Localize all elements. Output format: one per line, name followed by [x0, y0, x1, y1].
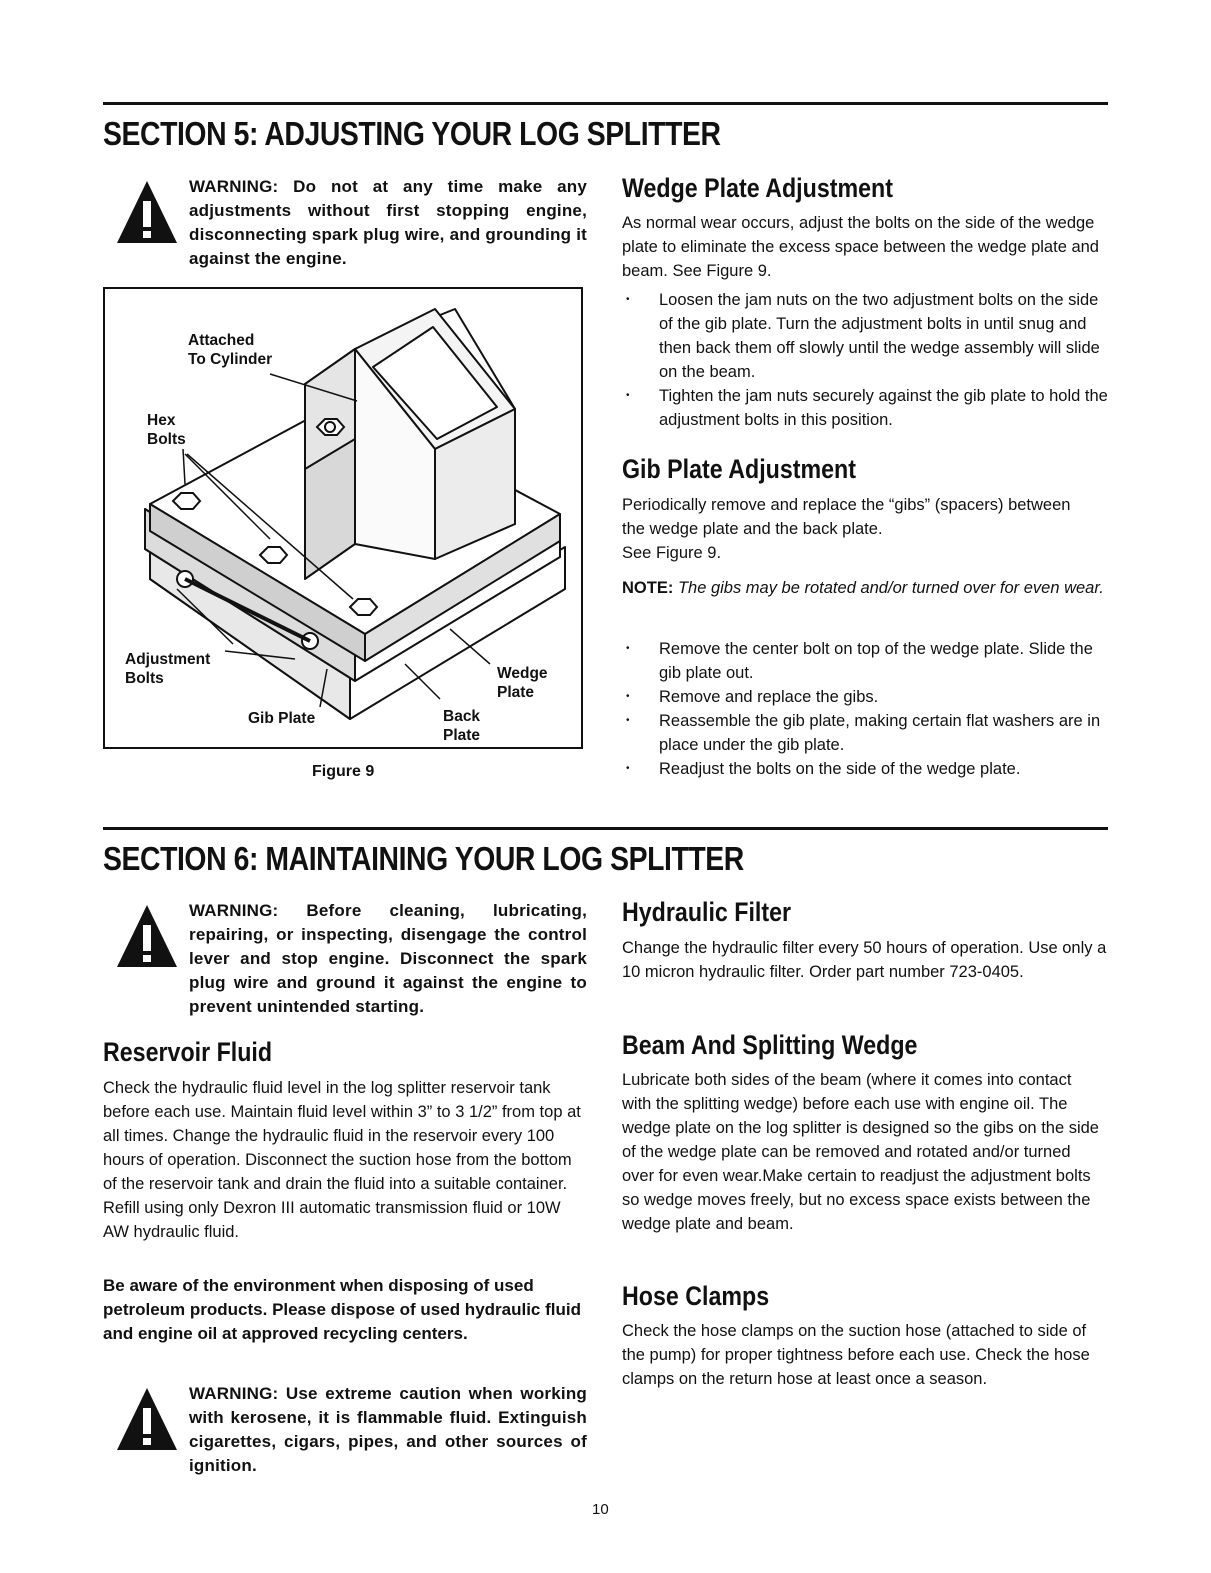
environment-notice: Be aware of the environment when disposing of used petroleum products. Please dispose of used hydraulic fluid and engine oil at approved recycling centers. [103, 1276, 581, 1343]
section6-warning-2 [115, 1382, 587, 1482]
figure-9-caption: Figure 9 [312, 763, 375, 780]
gib-plate-note [622, 576, 1112, 600]
wedge-plate-heading: Wedge Plate Adjustment [622, 173, 893, 203]
section5-rule [103, 102, 1108, 105]
label-gib-plate: Gib Plate [248, 710, 316, 727]
list-item: • Reassemble the gib plate, making certain flat washers are in place under the gib plate. [622, 709, 1110, 757]
list-item: • Tighten the jam nuts securely against the gib plate to hold the adjustment bolts in this position. [622, 384, 1110, 432]
label-hex-bolts: Hex Bolts [147, 412, 186, 448]
label-attached-to-cylinder: Attached To Cylinder [188, 332, 273, 368]
list-item: • Remove and replace the gibs. [622, 685, 1110, 709]
figure-9-frame [103, 287, 583, 749]
list-item: • Remove the center bolt on top of the wedge plate. Slide the gib plate out. [622, 637, 1110, 685]
warning-triangle-icon [115, 903, 179, 969]
warning-triangle-icon [115, 1386, 179, 1452]
wedge-plate-intro: As normal wear occurs, adjust the bolts on the side of the wedge plate to eliminate the excess space between the wedge plate and beam. See Figure 9. [622, 214, 1099, 280]
hydraulic-filter-heading: Hydraulic Filter [622, 897, 792, 927]
gib-plate-intro: Periodically remove and replace the “gibs” (spacers) between the wedge plate and the back plate. [622, 496, 1071, 538]
reservoir-fluid-heading: Reservoir Fluid [103, 1037, 273, 1067]
label-back-plate: Back Plate [443, 708, 481, 744]
section6-warning-1 [115, 899, 587, 1024]
note-label: NOTE: [622, 579, 674, 597]
note-text: The gibs may be rotated and/or turned over for even wear. [677, 579, 1104, 597]
hose-clamps-heading: Hose Clamps [622, 1281, 770, 1311]
hydraulic-filter-body: Change the hydraulic filter every 50 hours of operation. Use only a 10 micron hydraulic filter. Order part number 723-0405. [622, 939, 1107, 981]
gib-plate-heading: Gib Plate Adjustment [622, 454, 856, 484]
warning-triangle-icon [115, 179, 179, 245]
list-item: • Readjust the bolts on the side of the wedge plate. [622, 757, 1110, 781]
label-adjustment-bolts: Adjustment Bolts [125, 651, 211, 687]
section5-warning-text: WARNING: Do not at any time make any adjustments without first stopping engine, disconnecting spark plug wire, and grounding it against the engine. [189, 177, 587, 268]
beam-wedge-body: Lubricate both sides of the beam (where it comes into contact with the splitting wedge) before each use with engine oil. The wedge plate on the log splitter is designed so the gibs on the side of the wedge plate can be removed and rotated and/or turned over for even wear.Make certain to readjust the adjustment bolts so wedge moves freely, but no excess space exists between the wedge plate and beam. [622, 1071, 1099, 1233]
reservoir-fluid-body: Check the hydraulic fluid level in the log splitter reservoir tank before each use. Maintain fluid level within 3” to 3 1/2” from top at all times. Change the hydraulic fluid in the reservoir every 100 hours of operation. Disconnect the suction hose from the bottom of the reservoir tank and drain the fluid into a suitable container. Refill using only Dexron III automatic transmission fluid or 10W AW hydraulic fluid. [103, 1079, 581, 1241]
section6-warning-1-text: WARNING: Before cleaning, lubricating, repairing, or inspecting, disengage the control lever and stop engine. Disconnect the spark plug wire and ground it against the engine to prevent unintended starting. [189, 901, 587, 1016]
beam-wedge-heading: Beam And Splitting Wedge [622, 1030, 918, 1060]
list-item: • Loosen the jam nuts on the two adjustment bolts on the side of the gib plate. Turn the adjustment bolts in until snug and then back them off slowly until the wedge assembly will slide on the beam. [622, 288, 1110, 384]
section5-title: SECTION 5: ADJUSTING YOUR LOG SPLITTER [103, 115, 721, 152]
section6-title: SECTION 6: MAINTAINING YOUR LOG SPLITTER [103, 840, 744, 877]
section6-rule [103, 827, 1108, 830]
section5-warning [115, 175, 587, 275]
gib-plate-see-figure: See Figure 9. [622, 544, 722, 562]
gib-plate-steps [622, 637, 1110, 781]
label-wedge-plate: Wedge Plate [497, 665, 548, 701]
hose-clamps-body: Check the hose clamps on the suction hose (attached to side of the pump) for proper tightness before each use. Check the hose clamps on the return hose at least once a season. [622, 1322, 1090, 1388]
wedge-plate-steps [622, 288, 1110, 432]
page-number: 10 [592, 1501, 609, 1518]
section6-warning-2-text: WARNING: Use extreme caution when working with kerosene, it is flammable fluid. Extinguish cigarettes, cigars, pipes, and other sources of ignition. [189, 1384, 587, 1475]
